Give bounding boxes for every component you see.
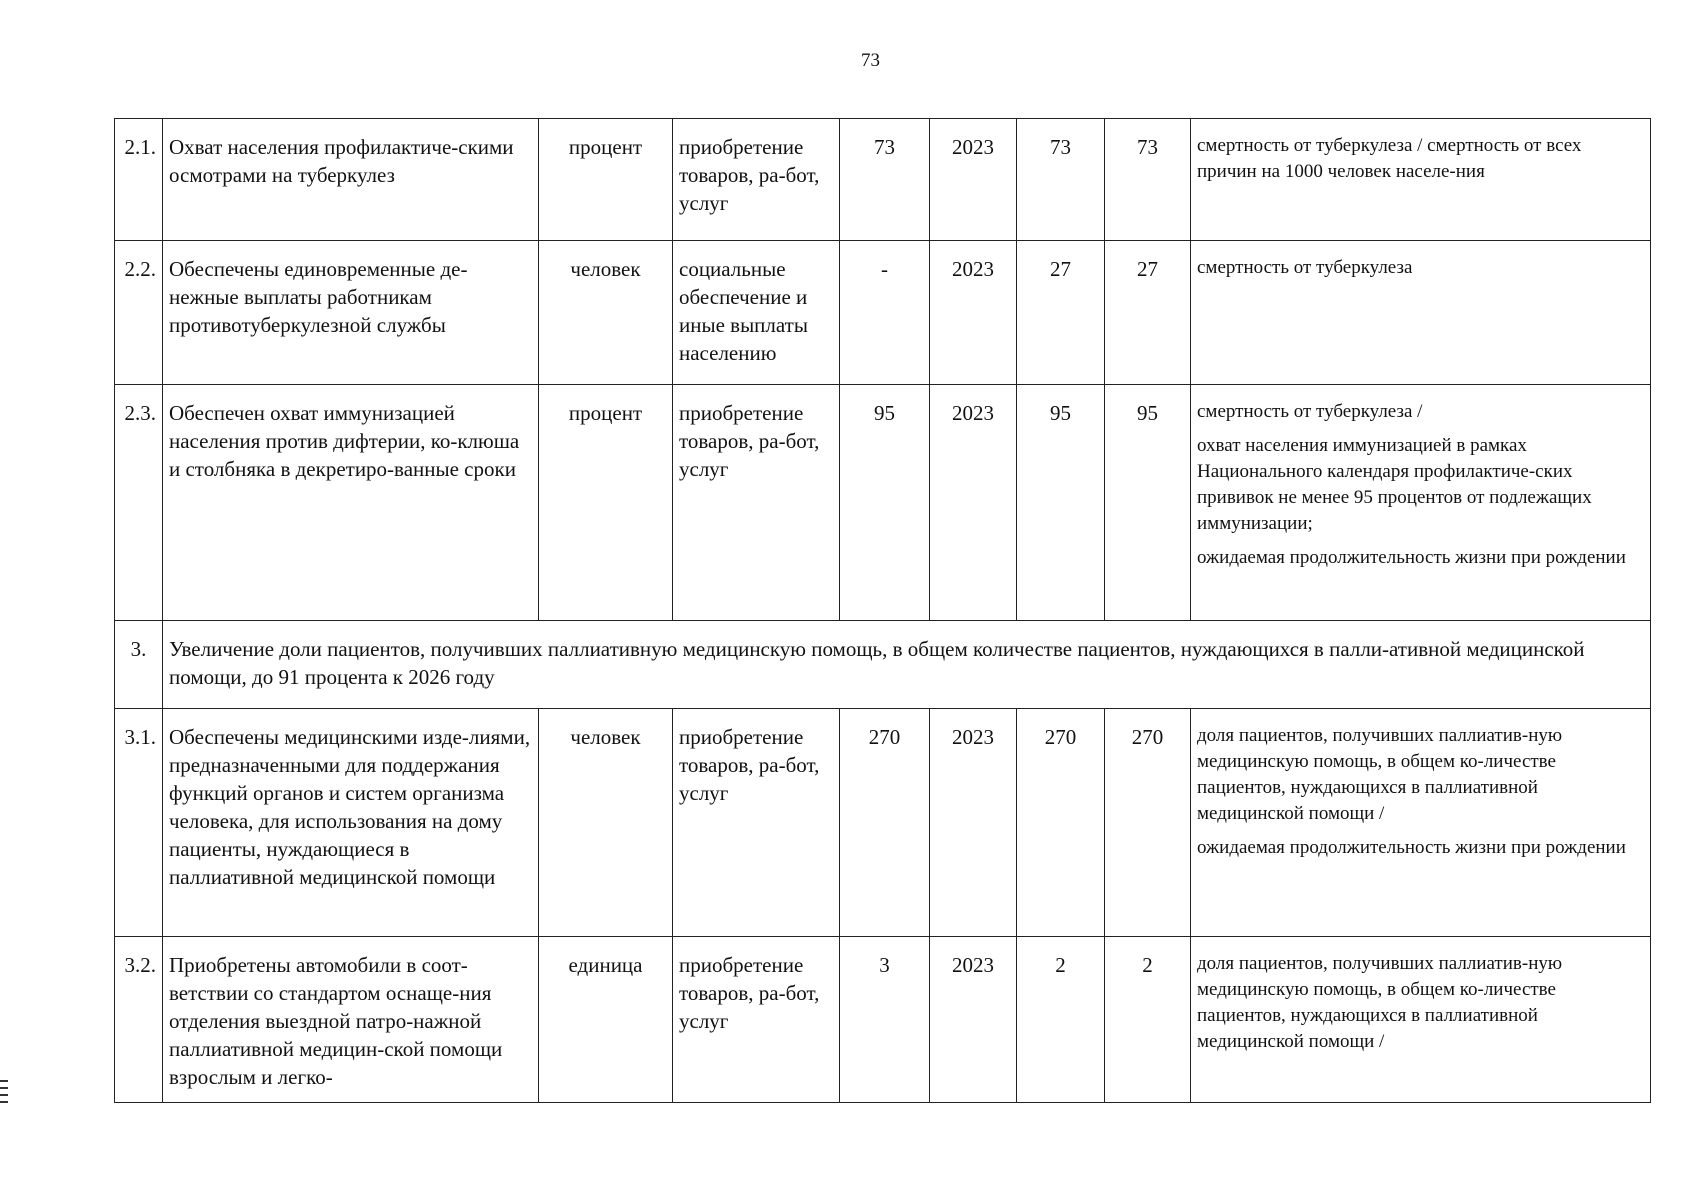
type-cell: социальные обеспечение и иные выплаты населению [673, 241, 840, 385]
base-year-cell: 2023 [930, 709, 1017, 937]
section-number: 3. [115, 621, 163, 709]
base-value-cell: 3 [840, 937, 930, 1103]
base-value-cell: - [840, 241, 930, 385]
base-year-cell: 2023 [930, 937, 1017, 1103]
indicator-text: доля пациентов, получивших паллиатив-ную медицинскую помощь, в общем ко-личестве пациентов, нуждающихся в паллиативной медицинской помощи / [1197, 725, 1563, 824]
measure-name: Обеспечены медицинскими изде-лиями, предназначенными для поддержания функций органов и систем организма человека, для использования на дому пациенты, нуждающиеся в паллиативной медицинской помощи [163, 709, 539, 937]
unit-cell: процент [539, 119, 673, 241]
indicator-text: смертность от туберкулеза [1197, 257, 1413, 278]
base-year-cell: 2023 [930, 119, 1017, 241]
table-row [115, 119, 1651, 241]
indicators-cell [1191, 241, 1651, 385]
page-number: 73 [861, 50, 880, 71]
section-row [115, 621, 1651, 709]
type-cell: приобретение товаров, ра-бот, услуг [673, 119, 840, 241]
indicator-text: смертность от туберкулеза / смертность от всех причин на 1000 человек населе-ния [1197, 135, 1582, 182]
type-cell: приобретение товаров, ра-бот, услуг [673, 937, 840, 1103]
indicator-text: ожидаемая продолжительность жизни при рождении [1197, 547, 1626, 568]
indicators-cell [1191, 119, 1651, 241]
unit-cell: человек [539, 241, 673, 385]
measure-name: Охват населения профилактиче-скими осмотрами на туберкулез [163, 119, 539, 241]
indicators-cell [1191, 385, 1651, 621]
unit-cell: процент [539, 385, 673, 621]
row-number: 3.2. [115, 937, 163, 1103]
value-2024-cell: 2 [1017, 937, 1105, 1103]
base-year-cell: 2023 [930, 241, 1017, 385]
indicators-cell [1191, 709, 1651, 937]
value-2025-cell: 2 [1105, 937, 1191, 1103]
value-2024-cell: 270 [1017, 709, 1105, 937]
value-2025-cell: 73 [1105, 119, 1191, 241]
value-2025-cell: 270 [1105, 709, 1191, 937]
row-number: 2.2. [115, 241, 163, 385]
value-2024-cell: 73 [1017, 119, 1105, 241]
table-row [115, 241, 1651, 385]
section-title: Увеличение доли пациентов, получивших паллиативную медицинскую помощь, в общем количестве пациентов, нуждающихся в палли-ативной медицинской помощи, до 91 процента к 2026 году [163, 621, 1651, 709]
base-year-cell: 2023 [930, 385, 1017, 621]
unit-cell: человек [539, 709, 673, 937]
type-cell: приобретение товаров, ра-бот, услуг [673, 709, 840, 937]
value-2024-cell: 95 [1017, 385, 1105, 621]
value-2025-cell: 95 [1105, 385, 1191, 621]
base-value-cell: 73 [840, 119, 930, 241]
unit-cell: единица [539, 937, 673, 1103]
measure-name: Обеспечен охват иммунизацией населения против дифтерии, ко-клюша и столбняка в декретиро-ванные сроки [163, 385, 539, 621]
indicator-text: охват населения иммунизацией в рамках Национального календаря профилактиче-ских прививок не менее 95 процентов от подлежащих иммунизации; [1197, 435, 1592, 534]
table-row [115, 709, 1651, 937]
base-value-cell: 270 [840, 709, 930, 937]
indicator-text: доля пациентов, получивших паллиатив-ную медицинскую помощь, в общем ко-личестве пациентов, нуждающихся в паллиативной медицинской помощи / [1197, 953, 1563, 1052]
type-cell: приобретение товаров, ра-бот, услуг [673, 385, 840, 621]
indicators-cell [1191, 937, 1651, 1103]
base-value-cell: 95 [840, 385, 930, 621]
value-2024-cell: 27 [1017, 241, 1105, 385]
measure-name: Приобретены автомобили в соот-ветствии со стандартом оснаще-ния отделения выездной патро-нажной паллиативной медицин-ской помощи взрослым и легко- [163, 937, 539, 1103]
measure-name: Обеспечены единовременные де-нежные выплаты работникам противотуберкулезной службы [163, 241, 539, 385]
measures-table [114, 118, 1651, 1103]
row-number: 3.1. [115, 709, 163, 937]
indicator-text: ожидаемая продолжительность жизни при рождении [1197, 837, 1626, 858]
binding-margin-marks [0, 1080, 10, 1120]
value-2025-cell: 27 [1105, 241, 1191, 385]
row-number: 2.1. [115, 119, 163, 241]
table-row [115, 385, 1651, 621]
indicator-text: смертность от туберкулеза / [1197, 401, 1423, 422]
row-number: 2.3. [115, 385, 163, 621]
table-row [115, 937, 1651, 1103]
